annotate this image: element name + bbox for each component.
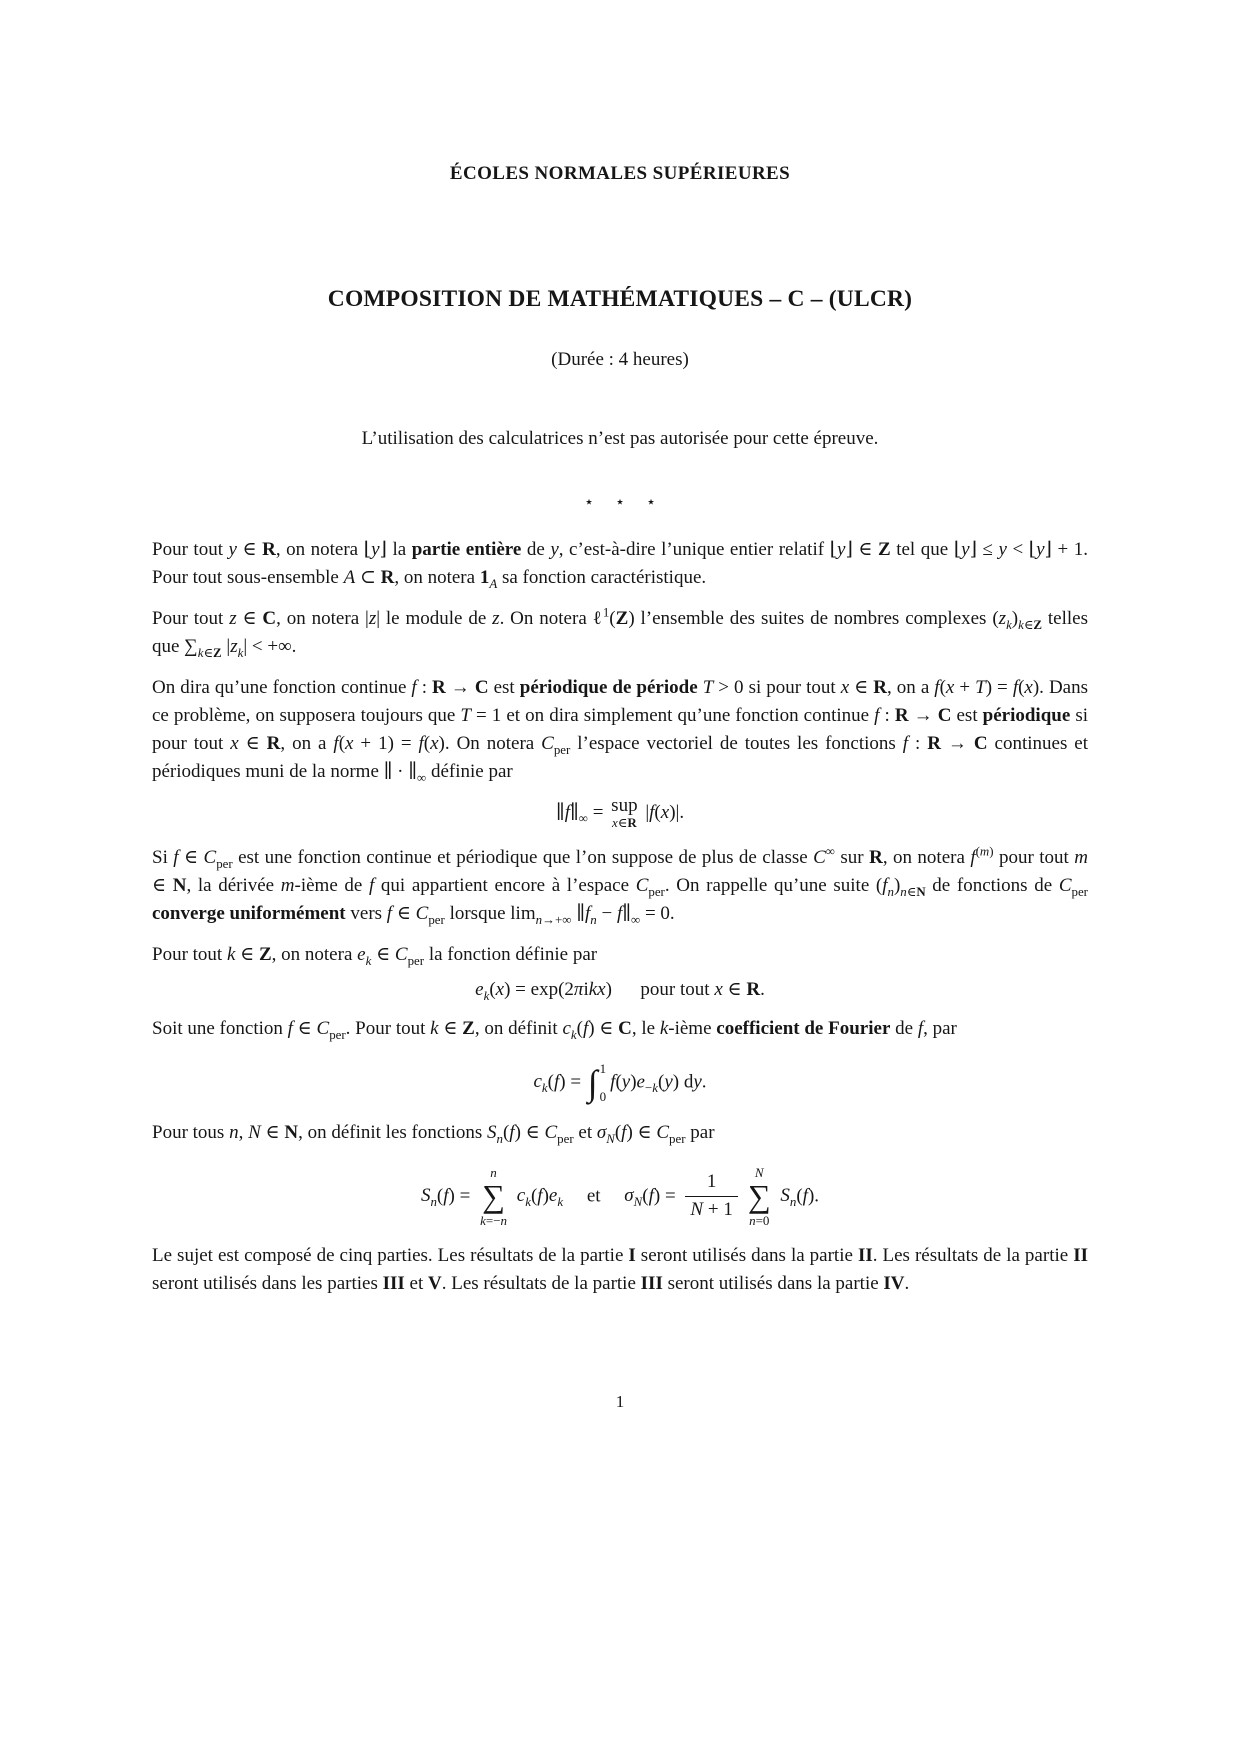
paragraph-sn-sigma: Pour tous n, N ∈ N, on définit les fonctions $S_n(f)$ ∈ $C_{per}$ et $\sigma_N(f)$ ∈ $C_{per}$ par [152, 1121, 715, 1146]
paragraph-periodicite: On dira qu’une fonction continue f : R → C est périodique de période T > 0 si pour tout x ∈ R, on a f(x + T) = f(x). Dans ce problème, on supposera toujours que T = 1 et on dira simplement qu’une fonction continue f : R → C est périodique si pour tout x ∈ R, on a f(x + 1) = f(x). On notera $C_{per}$ l’espace vectoriel de toutes les fonctions f : R → C continues et périodiques muni de la norme ∥ · $\parallel_\infty$ définie par [152, 677, 1089, 785]
paragraph-structure-sujet: Le sujet est composé de cinq parties. Les résultats de la partie I seront utilisés dans la partie II. Les résultats de la partie II seront utilisés dans les parties III et V. Les résultats de la partie III seront utilisés dans la partie IV. [152, 1245, 1088, 1295]
calculator-notice: L’utilisation des calculatrices n’est pas autorisée pour cette épreuve. [361, 428, 879, 449]
equation-coefficient-fourier: $c_k(f)$ = ∫ 1 0 $f(y)e_{-k}(y)$ dy. [533, 1060, 707, 1105]
equation-norme-sup: $\parallel f\parallel_\infty$ = sup x∈R |f(x)|. [555, 795, 685, 830]
institution-header: ÉCOLES NORMALES SUPÉRIEURES [449, 163, 791, 184]
equation-sn-sigma: $S_n(f)$ = n ∑ k=−n $c_k(f)e_k$ et $\sigma_N(f)$ = $\frac{1}{N + 1}$ N ∑ n=0 $S_n(f)$. [420, 1164, 820, 1228]
paragraph-fonction-ek: Pour tout k ∈ Z, on notera $e_k$ ∈ $C_{per}$ la fonction définie par [152, 943, 598, 968]
page-number: 1 [615, 1392, 625, 1411]
paragraph-module-suites: Pour tout z ∈ C, on notera |z| le module de z. On notera ℓ$^1$(Z) l’ensemble des suites de nombres complexes $(z_k)_{k\in Z}$ telles que $\sum_{k\in Z}$ $|z_k|$ < +∞. [152, 604, 1088, 660]
document-content [152, 0, 1088, 1298]
star-separator: ⋆ ⋆ ⋆ [583, 494, 657, 511]
duration-note: (Durée : 4 heures) [551, 349, 689, 370]
document-title: COMPOSITION DE MATHÉMATIQUES – C – (ULCR) [327, 286, 913, 312]
paragraph-partie-entiere: Pour tout y ∈ R, on notera ⌊y⌋ la partie entière de y, c’est-à-dire l’unique entier relatif ⌊y⌋ ∈ Z tel que ⌊y⌋ ≤ y < ⌊y⌋ + 1. Pour tout sous-ensemble A ⊂ R, on notera $1_A$ sa fonction caractéristique. [152, 539, 1088, 591]
paragraph-coefficient-fourier: Soit une fonction f ∈ $C_{per}$. Pour tout k ∈ Z, on définit $c_k(f)$ ∈ C, le k-ième coefficient de Fourier de f, par [152, 1017, 957, 1042]
equation-ek-definition: $e_k(x) = \exp(2\pi ikx)$ pour tout x ∈ R. [475, 978, 765, 1003]
paragraph-classe-c-infini: Si f ∈ $C_{per}$ est une fonction continue et périodique que l’on suppose de plus de classe C∞ sur R, on notera $f^{(m)}$ pour tout m ∈ N, la dérivée m-ième de f qui appartient encore à l’espace $C_{per}$. On rappelle qu’une suite $(f_n)_{n\in N}$ de fonctions de $C_{per}$ converge uniformément vers f ∈ $C_{per}$ lorsque $\lim_{n\to+\infty}$ $\parallel f_n$ − $f\parallel_\infty = 0$. [152, 843, 1088, 927]
